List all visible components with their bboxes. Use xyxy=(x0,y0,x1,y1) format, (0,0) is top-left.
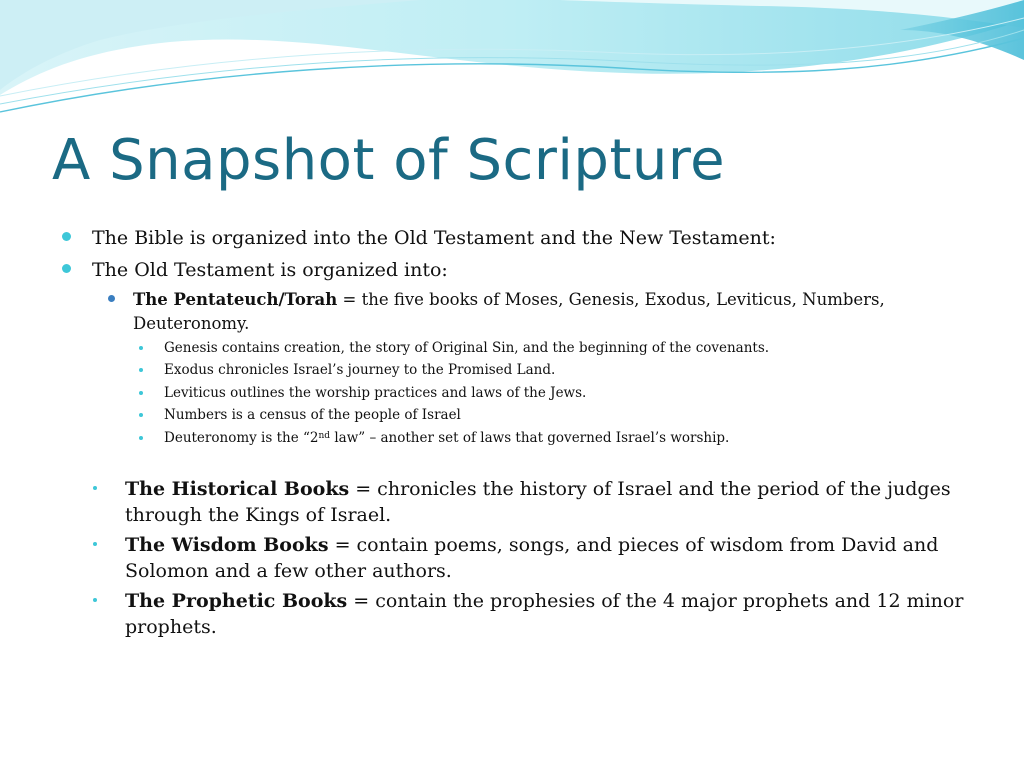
book-summary: Leviticus outlines the worship practices and laws of the Jews. xyxy=(164,385,587,401)
bullet-icon xyxy=(139,413,143,417)
book-category-description-cont: through the Kings of Israel. xyxy=(125,504,392,526)
book-summary: Deuteronomy is the “2nd law” – another set of laws that governed Israel’s worship. xyxy=(164,430,730,446)
book-category-description-cont: Solomon and a few other authors. xyxy=(125,560,452,582)
book-category-description: = contain poems, songs, and pieces of wisdom from David and xyxy=(328,534,939,556)
bullet-text: The Bible is organized into the Old Testament and the New Testament: xyxy=(92,227,776,249)
pentateuch-heading: The Pentateuch/Torah xyxy=(133,290,338,309)
book-category-description-cont: prophets. xyxy=(125,616,217,638)
pentateuch-description: = the five books of Moses, Genesis, Exodus, Leviticus, Numbers, xyxy=(337,290,885,309)
slide-title: A Snapshot of Scripture xyxy=(52,128,726,193)
pentateuch-description-cont: Deuteronomy. xyxy=(133,314,250,333)
header-wave-decoration xyxy=(0,0,1024,120)
book-summary: Exodus chronicles Israel’s journey to the Promised Land. xyxy=(164,362,556,378)
bullet-text: The Old Testament is organized into: xyxy=(92,259,448,281)
bullet-icon xyxy=(62,264,71,273)
book-category-description: = chronicles the history of Israel and the period of the judges xyxy=(349,478,951,500)
book-category-description: = contain the prophesies of the 4 major prophets and 12 minor xyxy=(347,590,964,612)
bullet-icon xyxy=(108,295,115,302)
book-summary: Numbers is a census of the people of Israel xyxy=(164,407,461,423)
bullet-icon xyxy=(93,598,97,602)
book-category-heading: The Wisdom Books xyxy=(125,534,329,556)
book-summary: Genesis contains creation, the story of Original Sin, and the beginning of the covenants. xyxy=(164,340,770,356)
bullet-icon xyxy=(93,486,97,490)
book-category-heading: The Prophetic Books xyxy=(125,590,348,612)
bullet-icon xyxy=(139,346,143,350)
bullet-icon xyxy=(139,391,143,395)
book-category-heading: The Historical Books xyxy=(125,478,350,500)
bullet-icon xyxy=(62,232,71,241)
bullet-icon xyxy=(93,542,97,546)
bullet-icon xyxy=(139,436,143,440)
bullet-icon xyxy=(139,368,143,372)
